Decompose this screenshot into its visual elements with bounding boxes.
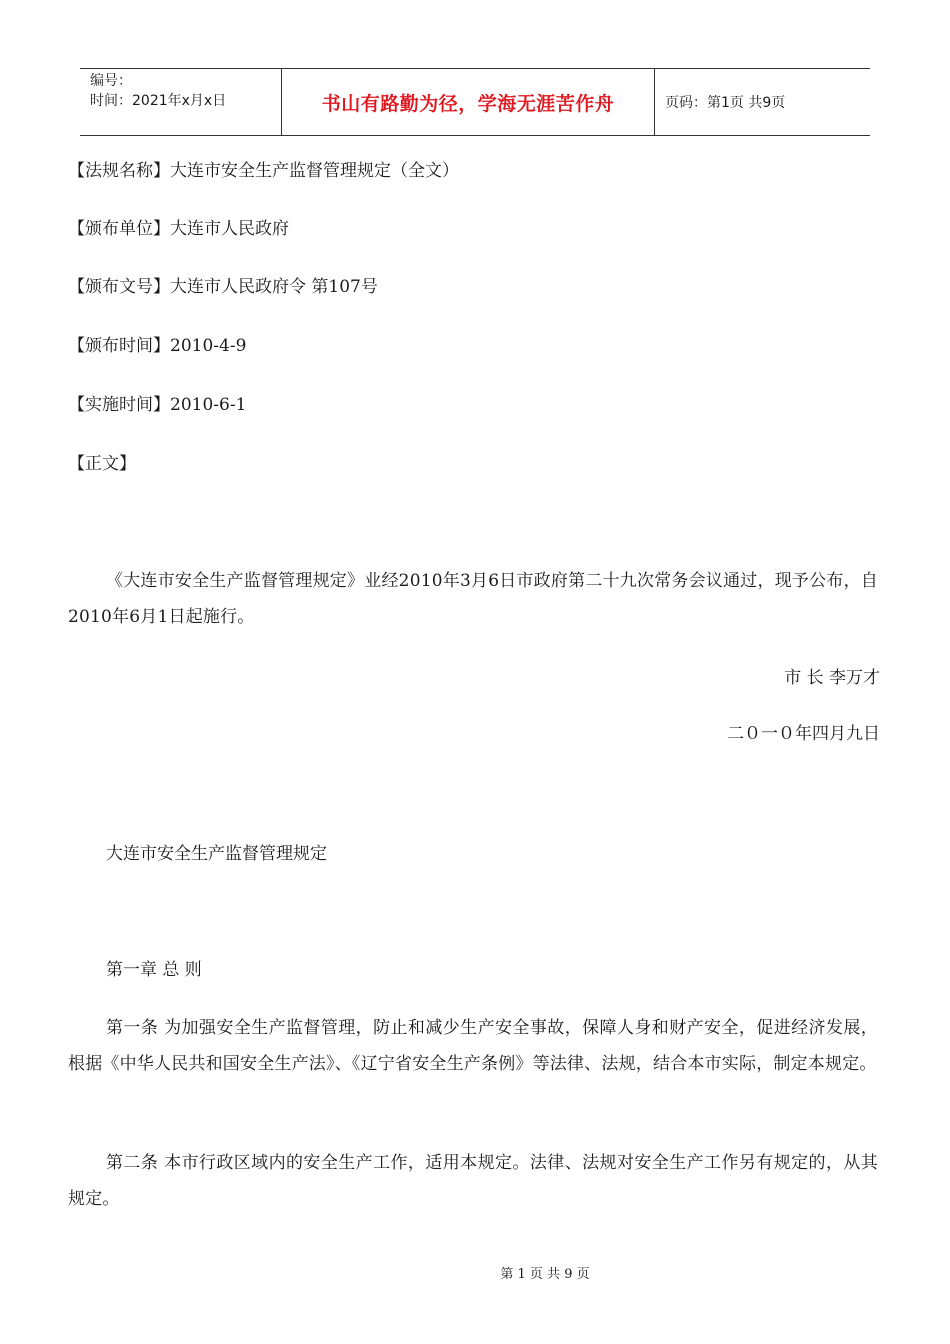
chapter-heading: 第一章 总 则 — [106, 960, 202, 980]
mayor-signature: 市 长 李万才 — [784, 668, 880, 688]
header-left-cell — [80, 69, 282, 135]
announcement-date: 二０一０年四月九日 — [727, 724, 880, 744]
issuing-authority: 【颁布单位】大连市人民政府 — [68, 219, 289, 239]
regulation-name: 【法规名称】大连市安全生产监督管理规定（全文） — [68, 161, 459, 181]
issue-date: 【颁布时间】2010-4-9 — [68, 336, 247, 356]
page-footer: 第 1 页 共 9 页 — [500, 1267, 590, 1282]
header-motto: 书山有路勤为径，学海无涯苦作舟 — [282, 69, 655, 135]
document-number-label: 编号： — [90, 73, 132, 89]
header-page-info: 页码：第1页 共9页 — [665, 95, 786, 111]
regulation-title: 大连市安全生产监督管理规定 — [106, 844, 327, 864]
document-number: 【颁布文号】大连市人民政府令 第107号 — [68, 277, 378, 297]
effective-date: 【实施时间】2010-6-1 — [68, 395, 247, 415]
article-2: 第二条 本市行政区域内的安全生产工作，适用本规定。法律、法规对安全生产工作另有规定的，从其规定。 — [68, 1153, 878, 1209]
document-time-label: 时间：2021年x月x日 — [90, 93, 227, 109]
page-header-table — [80, 68, 870, 136]
article-1: 第一条 为加强安全生产监督管理，防止和减少生产安全事故，保障人身和财产安全，促进经济发展，根据《中华人民共和国安全生产法》、《辽宁省安全生产条例》等法律、法规，结合本市实际，制定本规定。 — [68, 1018, 878, 1074]
announcement-paragraph: 《大连市安全生产监督管理规定》业经2010年3月6日市政府第二十九次常务会议通过，现予公布，自2010年6月1日起施行。 — [68, 571, 878, 627]
body-marker: 【正文】 — [68, 454, 136, 474]
